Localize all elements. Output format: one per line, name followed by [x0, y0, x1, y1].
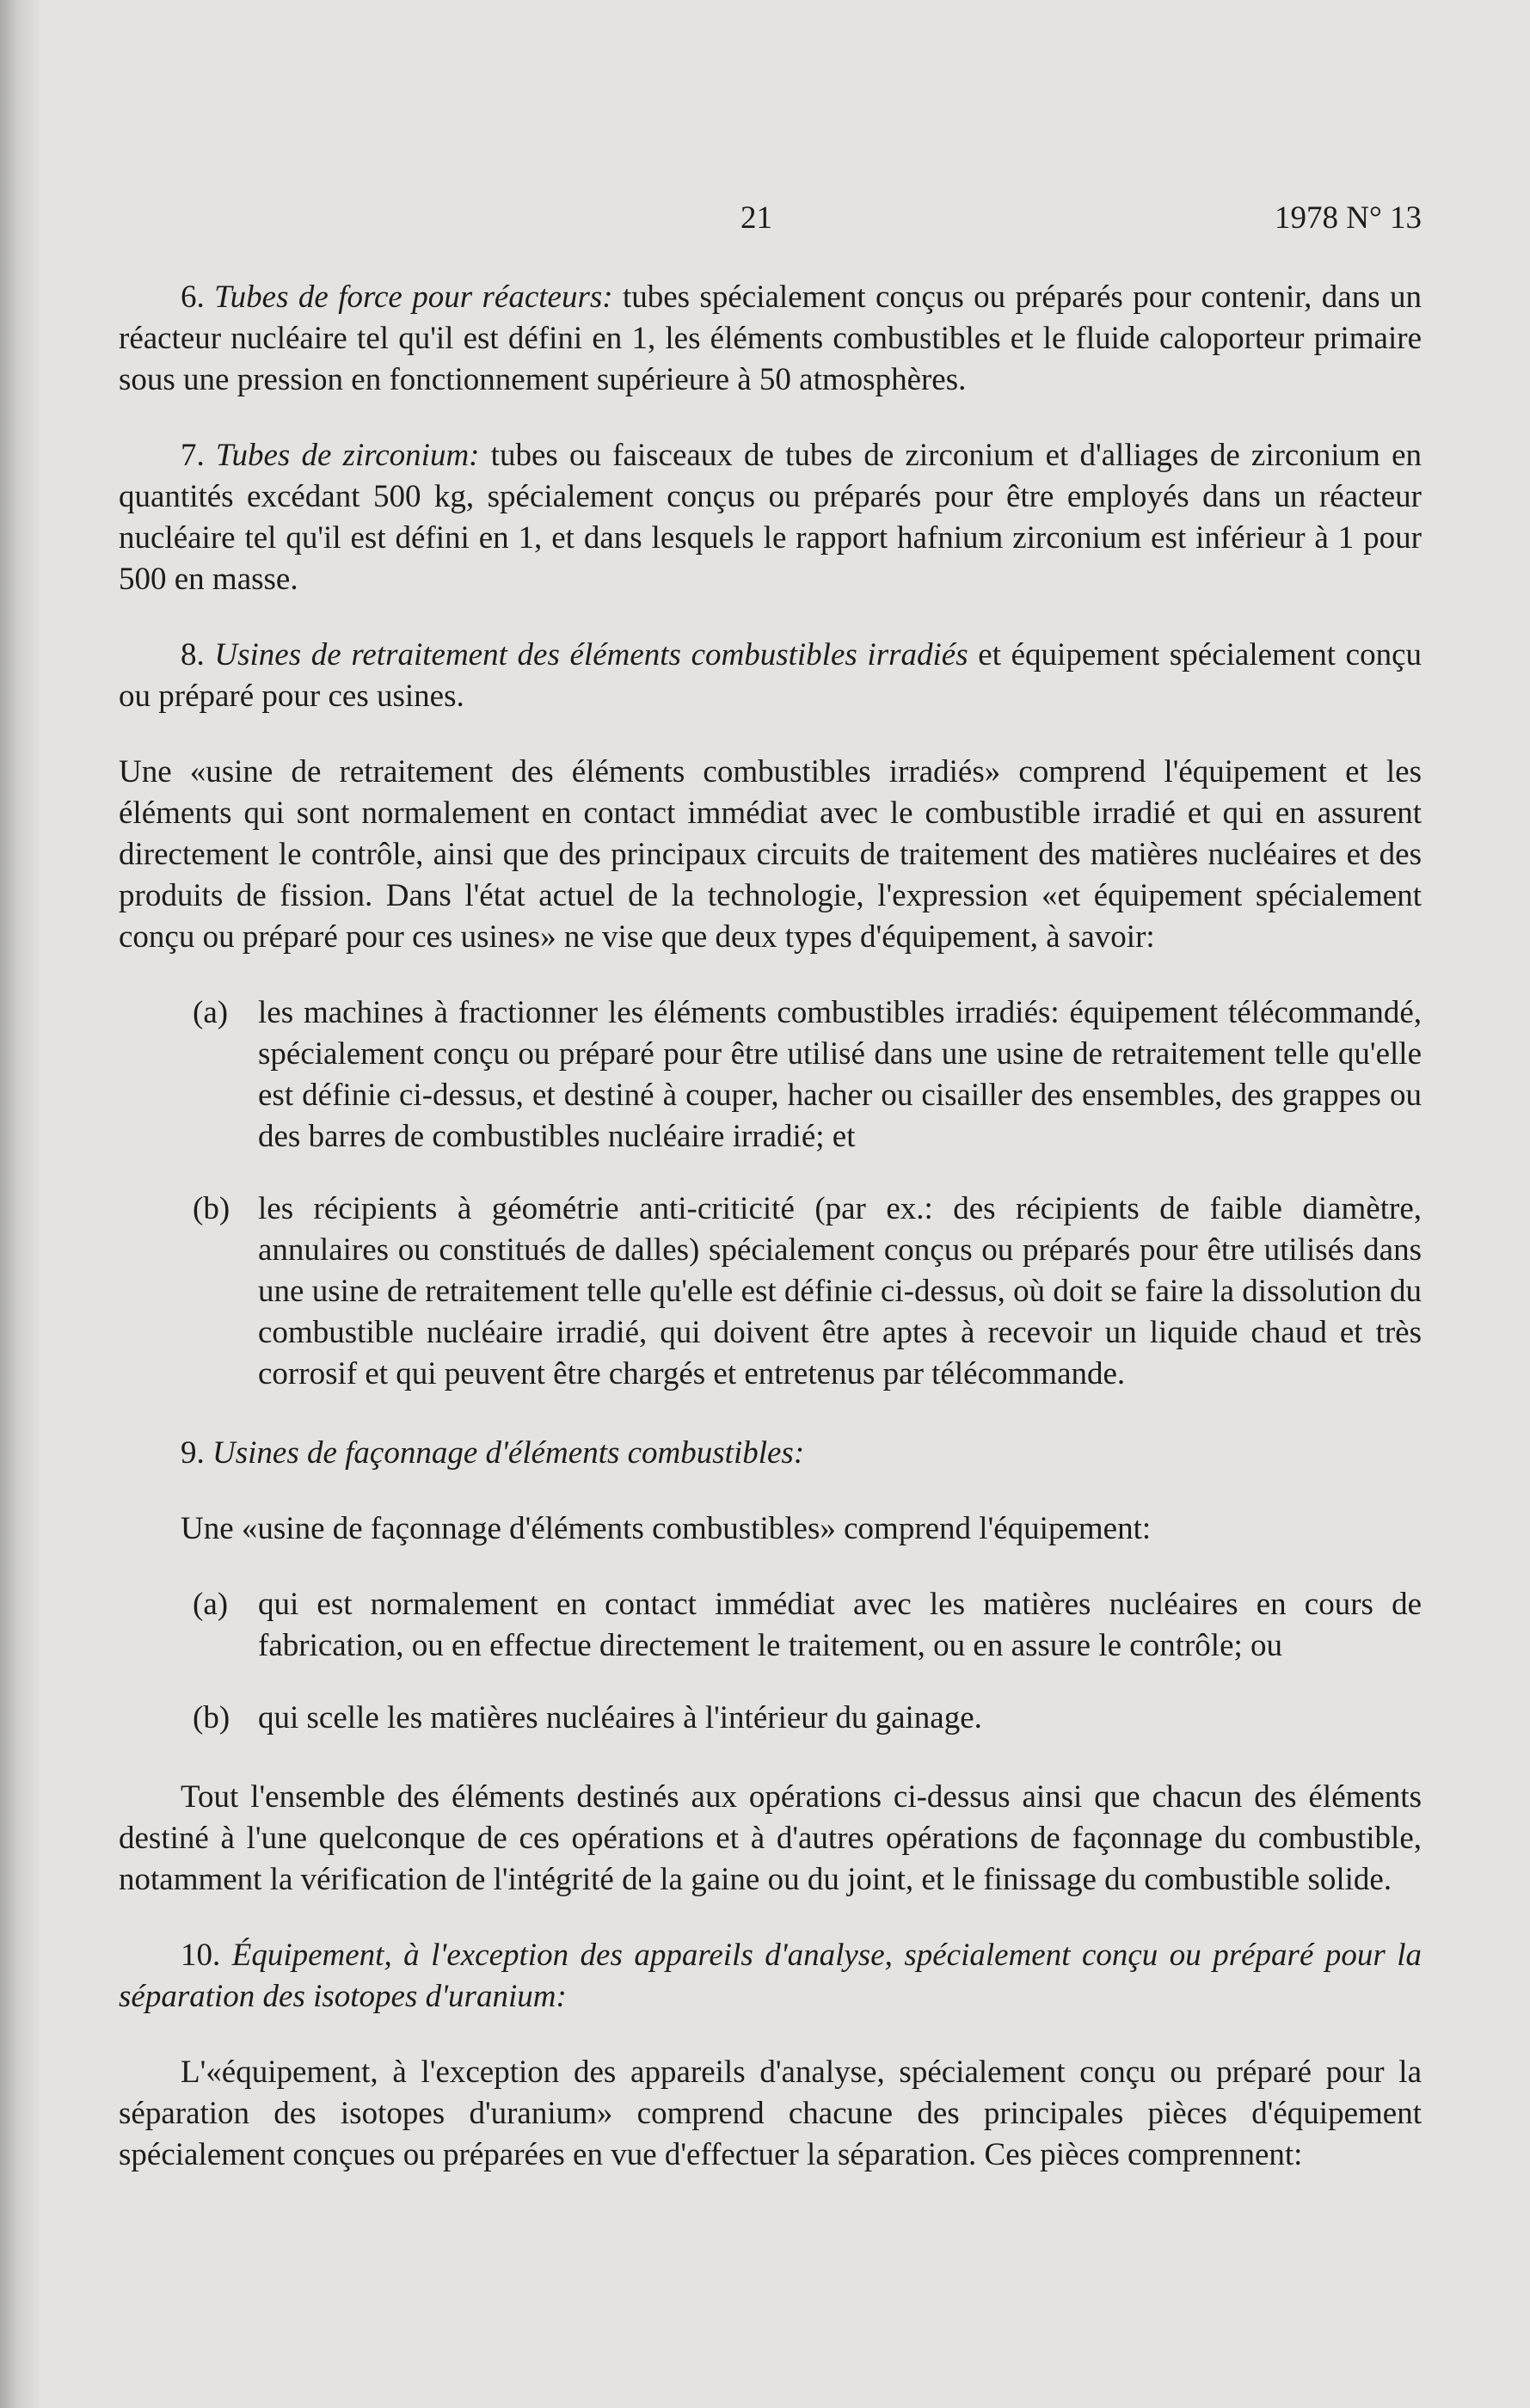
- page-header: [119, 189, 1422, 241]
- item-label: (a): [193, 995, 229, 1030]
- section-6: [119, 277, 1422, 401]
- section-10-paragraph: L'«équipement, à l'exception des appareils d'analyse, spécialement conçu ou préparé pour la séparation des isotopes d'uranium» comprend chacune des principales pièces d'équipement spécialement conçues ou préparées en vue d'effectuer la séparation. Ces pièces comprennent:: [119, 2055, 1422, 2172]
- item-text: les récipients à géométrie anti-criticité (par ex.: des récipients de faible diamètre, annulaires ou constitués de dalles) spécialement conçus ou préparés pour être utilisés dans une usine de retraitement telle qu'elle est définie ci-dessus, où doit se faire la dissolution du combustible nucléaire irradié, qui doivent être aptes à recevoir un liquide chaud et très corrosif et qui peuvent être chargés et entretenus par télécommande.: [258, 1191, 1422, 1391]
- section-heading: Équipement, à l'exception des appareils d'analyse, spécialement conçu ou préparé pour la séparation des isotopes d'uranium:: [119, 1938, 1422, 2014]
- list-item: [193, 992, 1422, 1158]
- section-9-closing: Tout l'ensemble des éléments destinés aux opérations ci-dessus ainsi que chacun des éléments destiné à l'une quelconque de ces opérations et à d'autres opérations de façonnage du combustible, notamment la vérification de l'intégrité de la gaine ou du joint, et le finissage du combustible solide.: [119, 1779, 1422, 1897]
- item-text: qui scelle les matières nucléaires à l'intérieur du gainage.: [258, 1700, 982, 1735]
- section-body: tubes ou faisceaux de tubes de zirconium et d'alliages de zirconium en quantités excédant 500 kg, spécialement conçus ou préparés pour être employés dans un réacteur nucléaire tel qu'il est défini en 1, et dans lesquels le rapport hafnium zirconium est inférieur à 1 pour 500 en masse.: [119, 438, 1422, 597]
- item-label: (a): [193, 1587, 229, 1622]
- page-number: 21: [740, 200, 772, 236]
- section-heading: Usines de façonnage d'éléments combustibles:: [212, 1435, 805, 1471]
- item-text: qui est normalement en contact immédiat avec les matières nucléaires en cours de fabrication, ou en effectue directement le traitement, ou en assure le contrôle; ou: [258, 1587, 1422, 1663]
- section-8-paragraph: Une «usine de retraitement des éléments combustibles irradiés» comprend l'équipement et les éléments qui sont normalement en contact immédiat avec le combustible irradié et qui en assurent directement le contrôle, ainsi que des principaux circuits de traitement des matières nucléaires et des produits de fission. Dans l'état actuel de la technologie, l'expression «et équipement spécialement conçu ou préparé pour ces usines» ne vise que deux types d'équipement, à savoir:: [119, 754, 1422, 955]
- section-heading: Tubes de zirconium:: [215, 438, 480, 473]
- section-number: 7.: [181, 438, 205, 473]
- document-page: [119, 189, 1422, 2210]
- section-heading: Tubes de force pour réacteurs:: [214, 280, 613, 315]
- section-7: [119, 435, 1422, 600]
- item-label: (b): [193, 1191, 230, 1226]
- item-text: les machines à fractionner les éléments combustibles irradiés: équipement télécommandé, spécialement conçu ou préparé pour être utilisé dans une usine de retraitement telle qu'elle est définie ci-dessus, et destiné à couper, hacher ou cisailler des ensembles, des grappes ou des barres de combustibles nucléaire irradié; et: [258, 995, 1422, 1154]
- item-label: (b): [193, 1700, 230, 1735]
- section-9-paragraph: Une «usine de façonnage d'éléments combustibles» comprend l'équipement:: [181, 1511, 1152, 1546]
- list-item: [193, 1584, 1422, 1667]
- section-heading: Usines de retraitement des éléments combustibles irradiés: [214, 637, 968, 673]
- section-number: 10.: [181, 1938, 221, 1973]
- section-9: [119, 1433, 1422, 1474]
- section-number: 6.: [181, 280, 205, 315]
- section-10: [119, 1935, 1422, 2018]
- section-body: tubes spécialement conçus ou préparés pour contenir, dans un réacteur nucléaire tel qu'il est défini en 1, les éléments combustibles et le fluide caloporteur primaire sous une pression en fonctionnement supérieure à 50 atmosphères.: [119, 280, 1422, 397]
- gazette-reference: 1978 N° 13: [1274, 200, 1422, 236]
- section-8: [119, 635, 1422, 717]
- list-item: [193, 1698, 1422, 1739]
- section-number: 8.: [181, 637, 205, 673]
- section-number: 9.: [181, 1435, 205, 1471]
- section-body: et équipement spécialement conçu ou préparé pour ces usines.: [119, 637, 1422, 714]
- book-spine-shadow: [0, 0, 40, 2408]
- list-item: [193, 1189, 1422, 1395]
